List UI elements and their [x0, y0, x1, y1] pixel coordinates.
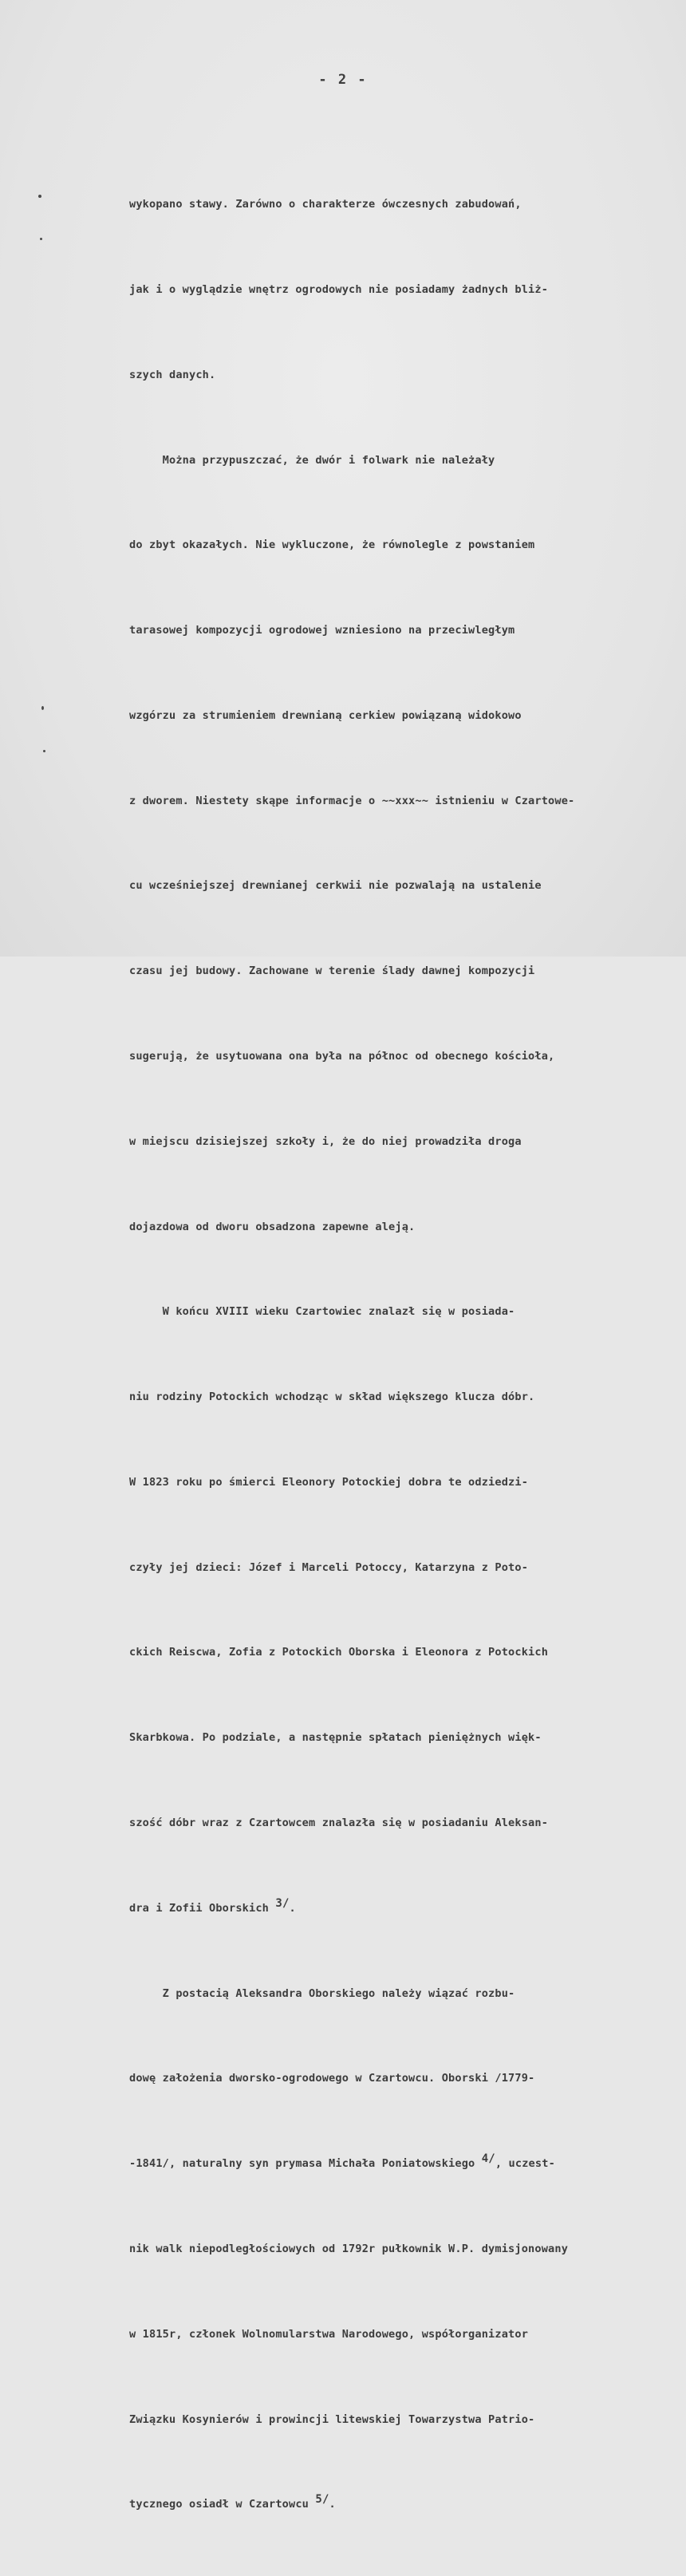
- text-line: W końcu XVIII wieku Czartowiec znalazł się w posiada-: [129, 1305, 515, 1319]
- text-line: dowę założenia dworsko-ogrodowego w Czartowcu. Oborski /1779-: [129, 2072, 535, 2085]
- footnote-ref: 5/: [315, 2493, 329, 2507]
- text-line: w 1815r, członek Wolnomularstwa Narodowego, współorganizator: [129, 2327, 529, 2341]
- text-line: z dworem. Niestety skąpe informacje o ~~xxx~~ istnieniu w Czartowe-: [129, 794, 575, 807]
- text-line: nik walk niepodległościowych od 1792r pułkownik W.P. dymisjonowany: [129, 2242, 569, 2255]
- footnote-ref: 3/: [275, 1896, 290, 1910]
- text-line: dra i Zofii Oborskich 3/.: [129, 1896, 296, 1915]
- page-number: - 2 -: [318, 72, 368, 88]
- footnote-ref: 4/: [481, 2152, 495, 2166]
- body-text: [129, 134, 680, 2576]
- text-line: Związku Kosynierów i prowincji litewskiej Towarzystwa Patrio-: [129, 2412, 535, 2426]
- text-line: Można przypuszczać, że dwór i folwark nie należały: [129, 453, 495, 467]
- text-line: do zbyt okazałych. Nie wykluczone, że równolegle z powstaniem: [129, 538, 535, 552]
- text-line: wzgórzu za strumieniem drewnianą cerkiew powiązaną widokowo: [129, 708, 522, 722]
- margin-mark: [40, 238, 42, 240]
- text-line: W 1823 roku po śmierci Eleonory Potockiej dobra te odziedzi-: [129, 1475, 529, 1489]
- text-line: Z postacią Aleksandra Oborskiego należy wiązać rozbu-: [129, 1986, 515, 2000]
- text-line: tycznego osiadł w Czartowcu 5/.: [129, 2493, 336, 2511]
- text-line: w miejscu dzisiejszej szkoły i, że do niej prowadziła droga: [129, 1134, 522, 1148]
- text-line: tarasowej kompozycji ogrodowej wzniesiono na przeciwległym: [129, 624, 515, 637]
- text-line: -1841/, naturalny syn prymasa Michała Poniatowskiego 4/, uczest-: [129, 2152, 555, 2171]
- text-line: szych danych.: [129, 368, 216, 381]
- text-line: sugerują, że usytuowana ona była na północ od obecnego kościoła,: [129, 1050, 555, 1063]
- text-line: dojazdowa od dworu obsadzona zapewne aleją.: [129, 1220, 416, 1233]
- text-line: czasu jej budowy. Zachowane w terenie ślady dawnej kompozycji: [129, 965, 535, 978]
- text-line: szość dóbr wraz z Czartowcem znalazła się w posiadaniu Aleksan-: [129, 1817, 549, 1830]
- text-line: ckich Reiscwa, Zofia z Potockich Oborska i Eleonora z Potockich: [129, 1646, 549, 1659]
- margin-mark: [43, 750, 45, 752]
- margin-mark: [41, 706, 44, 710]
- text-line: niu rodziny Potockich wchodząc w skład większego klucza dóbr.: [129, 1391, 535, 1404]
- margin-mark: [38, 195, 41, 198]
- text-line: czyły jej dzieci: Józef i Marceli Potoccy, Katarzyna z Poto-: [129, 1560, 529, 1574]
- text-line: jak i o wyglądzie wnętrz ogrodowych nie posiadamy żadnych bliż-: [129, 282, 549, 296]
- text-line: wykopano stawy. Zarówno o charakterze ówczesnych zabudowań,: [129, 198, 522, 211]
- text-line: cu wcześniejszej drewnianej cerkwii nie pozwalają na ustalenie: [129, 879, 542, 893]
- text-line: Skarbkowa. Po podziale, a następnie spłatach pieniężnych więk-: [129, 1731, 542, 1745]
